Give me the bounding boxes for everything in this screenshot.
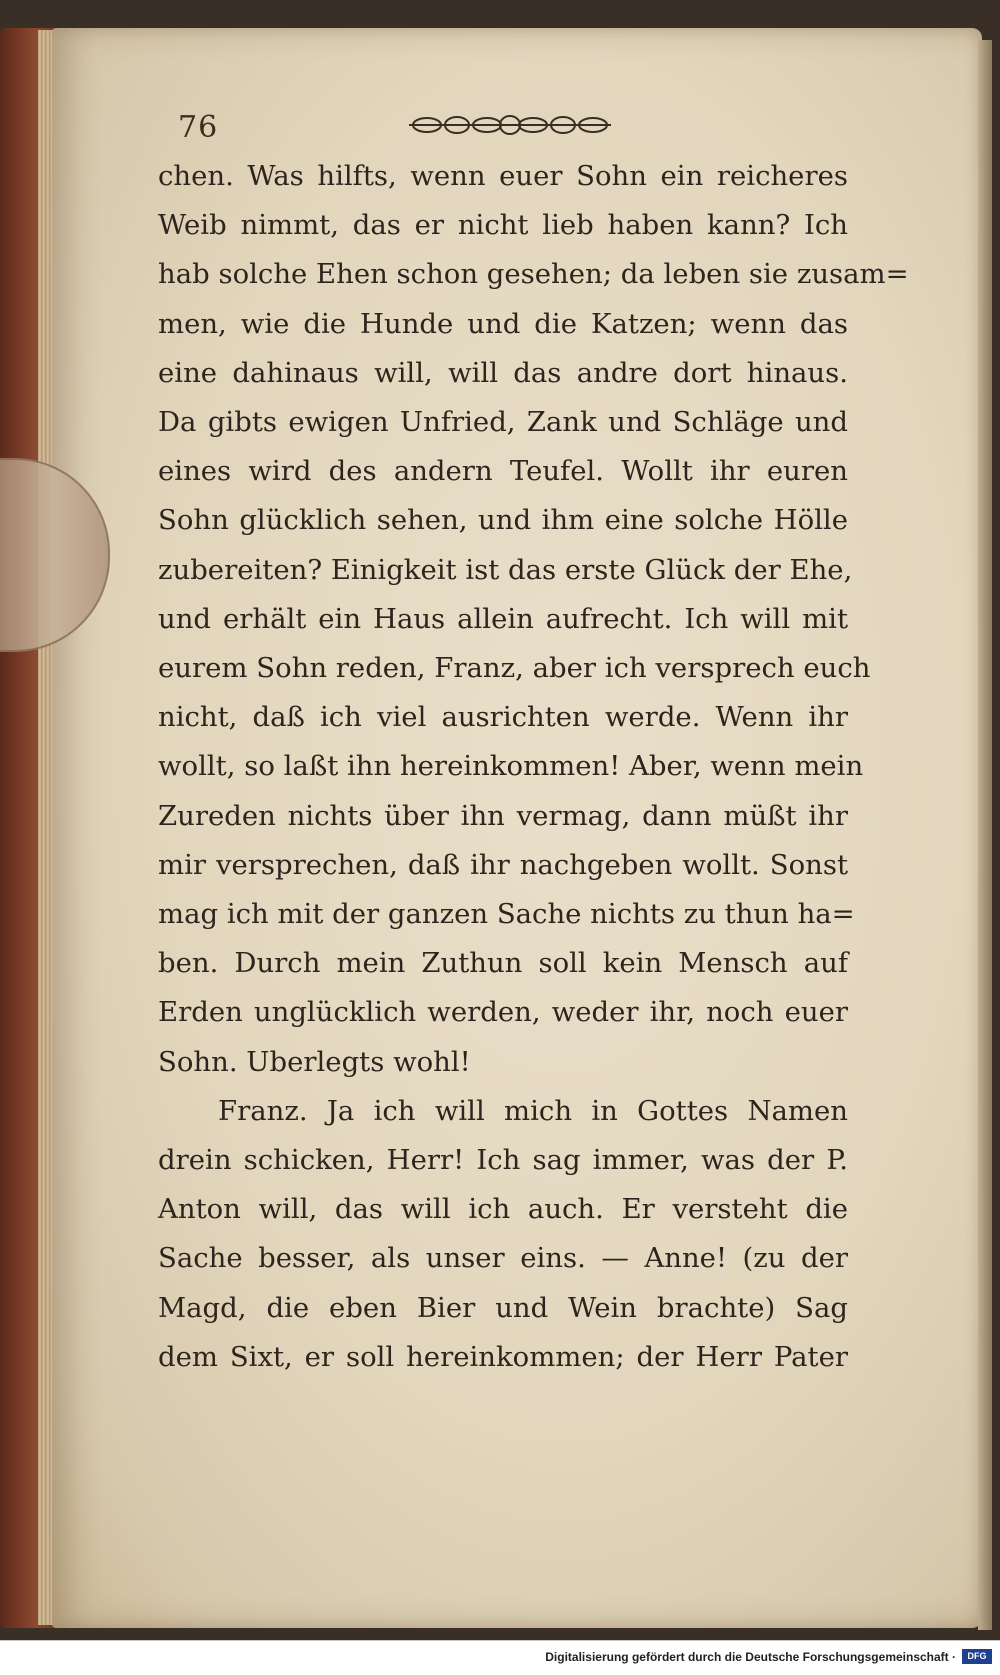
digitization-footer xyxy=(0,1640,1000,1675)
body-text xyxy=(158,152,909,1382)
text-line: men, wie die Hunde und die Katzen; wenn das xyxy=(158,307,848,340)
text-line: Magd, die eben Bier und Wein brachte) Sag xyxy=(158,1291,848,1324)
text-line: mag ich mit der ganzen Sache nichts zu thun ha= xyxy=(158,898,855,931)
text-line: Anton will, das will ich auch. Er versteht die xyxy=(158,1193,848,1226)
text-line: Sache besser, als unser eins. — Anne! (zu der xyxy=(158,1242,848,1275)
dfg-logo-icon: DFG xyxy=(962,1649,992,1664)
text-line: Sohn glücklich sehen, und ihm eine solche Hölle xyxy=(158,504,848,537)
footer-credit: Digitalisierung gefördert durch die Deutsche Forschungsgemeinschaft · xyxy=(545,1650,956,1664)
ornament-divider-icon xyxy=(405,112,615,138)
text-line: ben. Durch mein Zuthun soll kein Mensch auf xyxy=(158,947,848,980)
text-line: Weib nimmt, das er nicht lieb haben kann? Ich xyxy=(158,209,848,242)
text-line: eurem Sohn reden, Franz, aber ich versprech euch xyxy=(158,652,871,685)
text-line: Da gibts ewigen Unfried, Zank und Schläge und xyxy=(158,406,848,439)
text-line: Zureden nichts über ihn vermag, dann müßt ihr xyxy=(158,799,848,832)
text-line: Sohn. Uberlegts wohl! xyxy=(158,1045,471,1078)
text-line: nicht, daß ich viel ausrichten werde. Wenn ihr xyxy=(158,701,848,734)
text-line: hab solche Ehen schon gesehen; da leben sie zusam= xyxy=(158,258,909,291)
text-line: eines wird des andern Teufel. Wollt ihr euren xyxy=(158,455,848,488)
text-line: zubereiten? Einigkeit ist das erste Glück der Ehe, xyxy=(158,553,853,586)
text-line: und erhält ein Haus allein aufrecht. Ich will mit xyxy=(158,602,848,635)
text-line: wollt, so laßt ihn hereinkommen! Aber, wenn mein xyxy=(158,750,864,783)
page-right-edge xyxy=(978,40,992,1630)
text-line: chen. Was hilfts, wenn euer Sohn ein reicheres xyxy=(158,160,848,192)
text-line: dem Sixt, er soll hereinkommen; der Herr Pater xyxy=(158,1340,848,1373)
page-number: 76 xyxy=(178,110,219,145)
text-line: mir versprechen, daß ihr nachgeben wollt. Sonst xyxy=(158,848,848,881)
text-line: drein schicken, Herr! Ich sag immer, was der P. xyxy=(158,1144,848,1177)
text-line: eine dahinaus will, will das andre dort hinaus. xyxy=(158,356,848,389)
text-line: Franz. Ja ich will mich in Gottes Namen xyxy=(218,1094,848,1127)
text-line: Erden unglücklich werden, weder ihr, noch euer xyxy=(158,996,848,1029)
